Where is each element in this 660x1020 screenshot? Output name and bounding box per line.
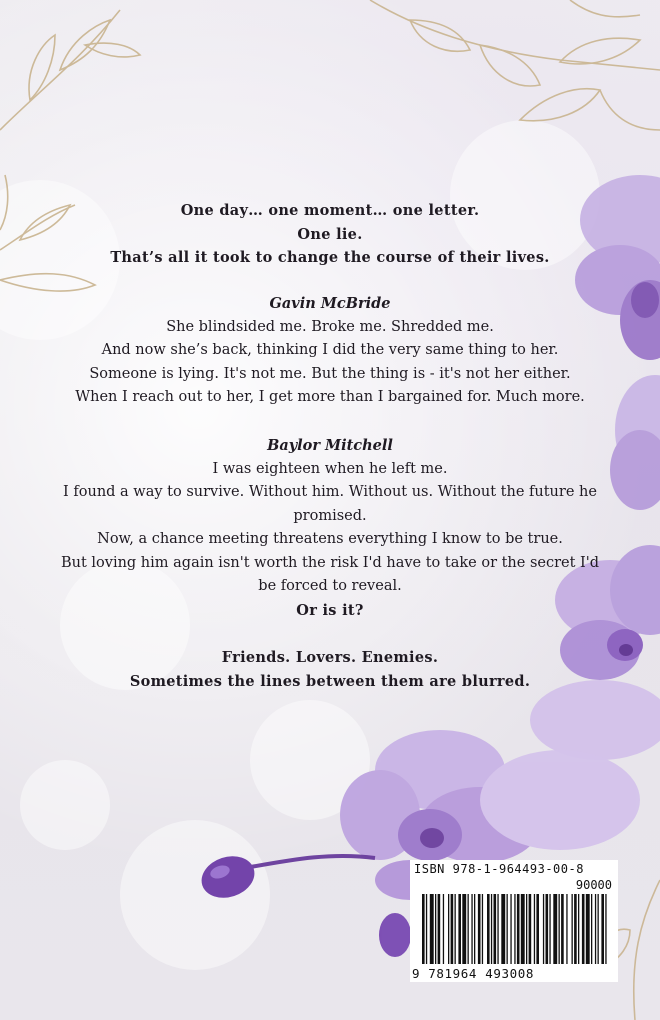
- barcode-bar: [601, 894, 604, 964]
- barcode-bar: [529, 894, 532, 964]
- barcode-bar: [521, 894, 525, 964]
- baylor-heading: Baylor Mitchell: [267, 437, 393, 454]
- barcode-bar: [451, 894, 454, 964]
- barcode-bar: [422, 894, 425, 964]
- barcode-bar: [546, 894, 549, 964]
- barcode-bar: [574, 894, 577, 964]
- barcode-bar: [510, 894, 511, 964]
- barcode-bar: [517, 894, 520, 964]
- gavin-line: And now she’s back, thinking I did the very same thing to her.: [101, 342, 559, 358]
- barcode-bar: [494, 894, 497, 964]
- barcode-bar: [430, 894, 434, 964]
- barcode-bar: [536, 894, 539, 964]
- barcode-bar: [426, 894, 427, 964]
- barcode-bar: [471, 894, 472, 964]
- barcode-bar: [455, 894, 456, 964]
- barcode-bars: [410, 860, 618, 982]
- gavin-line: Someone is lying. It's not me. But the thing is - it's not her either.: [89, 365, 571, 382]
- intro-block: [40, 199, 620, 270]
- barcode-bar: [468, 894, 469, 964]
- intro-line-3: That’s all it took to change the course of their lives.: [110, 249, 550, 266]
- barcode-bar: [595, 894, 596, 964]
- barcode-bar: [598, 894, 599, 964]
- barcode-bar: [497, 894, 498, 964]
- baylor-line: I was eighteen when he left me.: [212, 460, 448, 477]
- gold-leaf-top-right: [370, 0, 660, 130]
- baylor-line: But loving him again isn't worth the risk I'd have to take or the secret I'd be forced to reveal.: [60, 554, 600, 594]
- barcode-bar: [514, 894, 515, 964]
- barcode-bar: [438, 894, 441, 964]
- barcode-bar: [578, 894, 579, 964]
- ean-digits: [412, 966, 534, 981]
- gavin-heading: Gavin McBride: [269, 295, 391, 312]
- barcode-bar: [582, 894, 585, 964]
- intro-line-1: One day… one moment… one letter.: [180, 202, 480, 219]
- barcode-bar: [482, 894, 483, 964]
- barcode-bar: [487, 894, 490, 964]
- barcode-bar: [491, 894, 492, 964]
- ean-left-group: 781964: [428, 966, 478, 981]
- intro-line-2: One lie.: [297, 225, 363, 243]
- barcode-bar: [507, 894, 508, 964]
- barcode-bar: [534, 894, 535, 964]
- tagline-line-1: Friends. Lovers. Enemies.: [221, 649, 439, 666]
- barcode-bar: [448, 894, 449, 964]
- isbn-barcode: [410, 860, 618, 982]
- barcode-bar: [605, 894, 606, 964]
- ean-first-digit: 9: [412, 966, 421, 981]
- gavin-line: When I reach out to her, I get more than I bargained for. Much more.: [75, 389, 585, 405]
- tagline-line-2: Sometimes the lines between them are blurred.: [129, 672, 531, 690]
- orchid-bud: [196, 850, 411, 957]
- barcode-bar: [458, 894, 461, 964]
- tagline-block: [40, 646, 620, 693]
- isbn-label: ISBN 978-1-964493-00-8: [414, 862, 584, 876]
- barcode-bar: [474, 894, 475, 964]
- barcode-bar: [443, 894, 444, 964]
- barcode-bar: [543, 894, 544, 964]
- barcode-bar: [566, 894, 567, 964]
- baylor-section: [40, 434, 620, 622]
- barcode-bar: [561, 894, 564, 964]
- barcode-bar: [586, 894, 590, 964]
- barcode-bar: [553, 894, 557, 964]
- ean-right-group: 493008: [485, 966, 534, 981]
- barcode-bar: [572, 894, 573, 964]
- barcode-bar: [478, 894, 481, 964]
- barcode-bar: [591, 894, 592, 964]
- barcode-bar: [549, 894, 550, 964]
- barcode-bar: [526, 894, 527, 964]
- barcode-bar: [559, 894, 560, 964]
- gavin-line: She blindsided me. Broke me. Shredded me.: [166, 318, 494, 335]
- baylor-line: I found a way to survive. Without him. Without us. Without the future he promised.: [63, 484, 597, 524]
- gavin-section: [40, 292, 620, 410]
- baylor-closing: Or is it?: [296, 601, 364, 619]
- barcode-bar: [462, 894, 466, 964]
- barcode-bar: [501, 894, 505, 964]
- barcode-bar: [435, 894, 436, 964]
- baylor-line: Now, a chance meeting threatens everything I know to be true.: [97, 531, 563, 547]
- price-code: 90000: [575, 878, 612, 892]
